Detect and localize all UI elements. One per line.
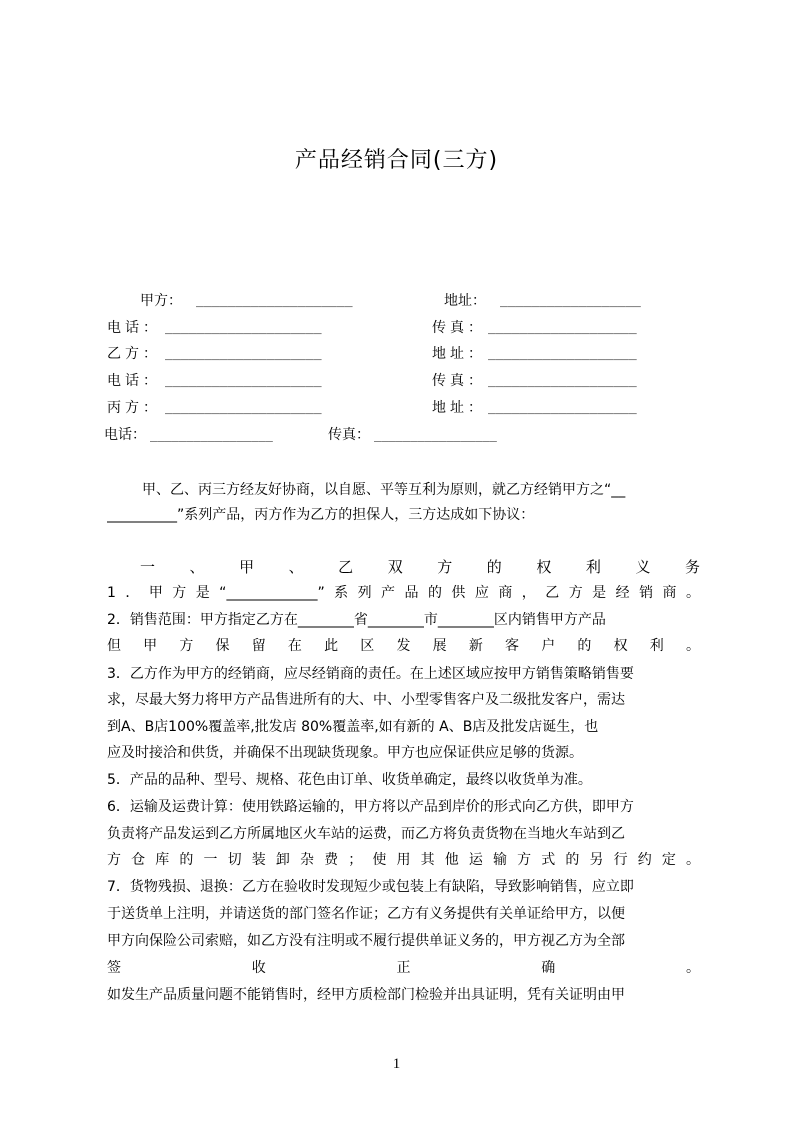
clause-line: 5．产品的品种、型号、规格、花色由订单、收货单确定，最终以收货单为准。 [107,772,592,788]
clause-line: 到A、B店100%覆盖率,批发店 80%覆盖率,如有新的 A、B店及批发店诞生，也 [107,719,599,735]
party-jia-address-label: 地址： [444,293,486,309]
clause-line: 1．甲方是“_____________”系列产品的供应商，乙方是经销商。 [107,585,700,601]
party-yi-phone-label: 电话： [107,373,161,389]
intro-line-2: __________”系列产品，丙方作为乙方的担保人，三方达成如下协议： [107,507,535,523]
party-bing-phone-blank: _________________ [150,428,273,442]
page-number: 1 [392,1056,401,1072]
party-jia-phone-label: 电话： [107,320,161,336]
party-bing-fax-label: 传真： [328,427,370,443]
party-yi-fax-blank: ___________________ [488,373,637,388]
clause-line: 于送货单上注明，并请送货的部门签名作证；乙方有义务提供有关单证给甲方，以便 [107,906,625,922]
clause-line: 3．乙方作为甲方的经销商，应尽经销商的责任。在上述区域应按甲方销售策略销售要 [107,666,634,682]
clause-line: 负责将产品发运到乙方所属地区火车站的运费，而乙方将负责货物在当地火车站到乙 [107,826,625,842]
party-jia-fax-blank: ___________________ [488,320,637,335]
clause-line: 6．运输及运费计算：使用铁路运输的，甲方将以产品到岸价的形式向乙方供，即甲方 [107,799,634,815]
party-yi-label: 乙方： [107,346,161,362]
clause-line: 但甲方保留在此区发展新客户的权利。 [107,638,700,654]
clause-line: 如发生产品质量问题不能销售时，经甲方质检部门检验并出具证明，凭有关证明由甲 [107,987,625,1003]
clause-line: 7．货物残损、退换：乙方在验收时发现短少或包装上有缺陷，导致影响销售，应立即 [107,879,634,895]
clause-line: 甲方向保险公司索赔，如乙方没有注明或不履行提供单证义务的，甲方视乙方为全部 [107,933,625,949]
party-bing-name-blank: ____________________ [165,400,322,415]
party-jia-name-blank: ____________________ [196,293,353,308]
party-jia-phone-blank: ____________________ [165,320,322,335]
party-bing-fax-blank: _________________ [374,428,497,442]
clause-line: 2．销售范围：甲方指定乙方在________省________市________区内销售甲方产品 [107,612,606,628]
party-yi-name-blank: ____________________ [165,346,322,361]
party-bing-phone-label: 电话： [104,427,146,443]
clause-line: 应及时接洽和供货，并确保不出现缺货现象。甲方也应保证供应足够的货源。 [107,745,583,761]
section-heading: 一、甲、乙双方的权利义务 [140,558,700,576]
document-title: 产品经销合同(三方) [294,148,499,173]
party-yi-address-label: 地址： [432,346,486,362]
party-yi-address-blank: ___________________ [488,346,637,361]
clause-line: 求，尽最大努力将甲方产品售进所有的大、中、小型零售客户及二级批发客户，需达 [107,692,625,708]
intro-line-1: 甲、乙、丙三方经友好协商，以自愿、平等互利为原则，就乙方经销甲方之“__ [142,482,626,498]
party-jia-fax-label: 传真： [432,320,486,336]
clause-line: 签收正确。 [107,960,700,976]
party-bing-label: 丙方： [107,400,161,416]
party-bing-address-label: 地址： [432,400,486,416]
clause-line: 方仓库的一切装卸杂费；使用其他运输方式的另行约定。 [107,852,700,868]
party-yi-phone-blank: ____________________ [165,373,322,388]
party-yi-fax-label: 传真： [432,373,486,389]
party-jia-label: 甲方： [140,293,182,309]
party-bing-address-blank: ___________________ [488,400,637,415]
party-jia-address-blank: __________________ [500,293,641,308]
